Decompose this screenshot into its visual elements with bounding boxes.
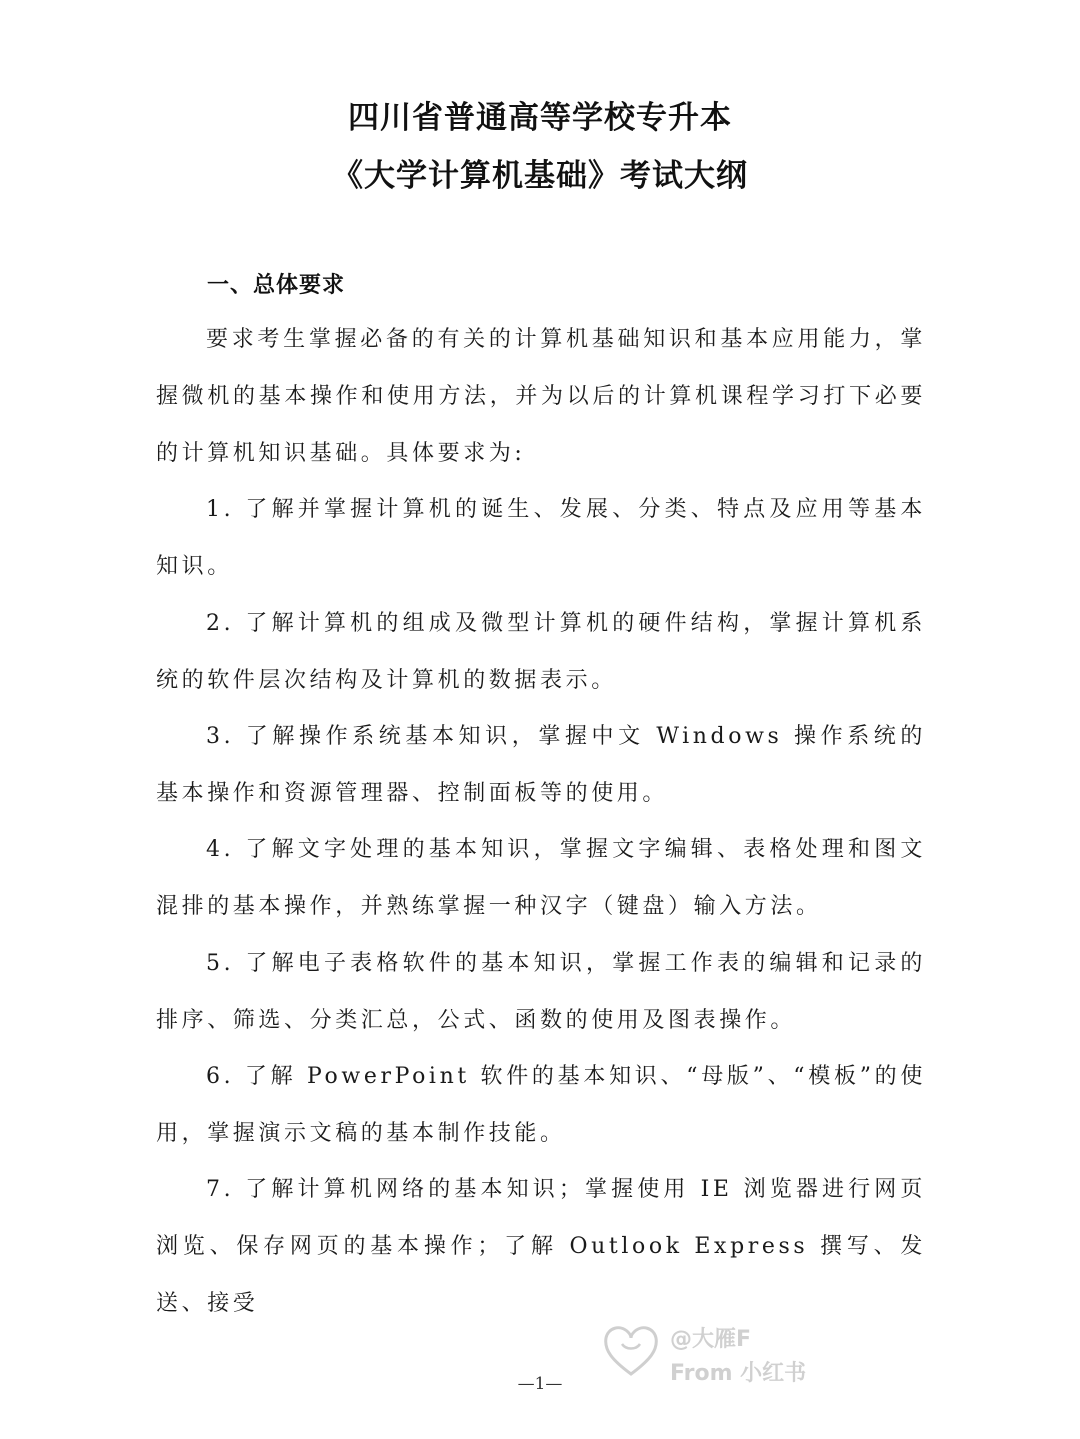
requirement-item-1: 1. 了解并掌握计算机的诞生、发展、分类、特点及应用等基本知识。 [156,497,926,579]
requirement-item-5: 5. 了解电子表格软件的基本知识，掌握工作表的编辑和记录的排序、筛选、分类汇总，公式、函数的使用及图表操作。 [156,951,926,1033]
requirement-item-2: 2. 了解计算机的组成及微型计算机的硬件结构，掌握计算机系统的软件层次结构及计算机的数据表示。 [156,611,926,693]
page-number: —1— [517,1374,563,1394]
requirement-item-6: 6. 了解 PowerPoint 软件的基本知识、“母版”、“模板”的使用，掌握演示文稿的基本制作技能。 [156,1064,926,1146]
watermark-source: From 小红书 [670,1361,807,1386]
heart-logo-icon [600,1320,662,1382]
requirement-item-4: 4. 了解文字处理的基本知识，掌握文字编辑、表格处理和图文混排的基本操作，并熟练掌握一种汉字（键盘）输入方法。 [156,837,926,919]
intro-paragraph: 要求考生掌握必备的有关的计算机基础知识和基本应用能力，掌握微机的基本操作和使用方法，并为以后的计算机课程学习打下必要的计算机知识基础。具体要求为: [156,327,926,466]
document-title-line1: 四川省普通高等学校专升本 [348,100,732,136]
requirement-item-7: 7. 了解计算机网络的基本知识；掌握使用 IE 浏览器进行网页浏览、保存网页的基本操作；了解 Outlook Express 撰写、发送、接受 [156,1177,926,1316]
document-title-line2: 《大学计算机基础》考试大纲 [332,158,748,194]
watermark-handle: @大雁F [670,1327,752,1352]
requirement-item-3: 3. 了解操作系统基本知识，掌握中文 Windows 操作系统的基本操作和资源管理器、控制面板等的使用。 [156,724,926,806]
section-heading: 一、总体要求 [207,273,346,298]
